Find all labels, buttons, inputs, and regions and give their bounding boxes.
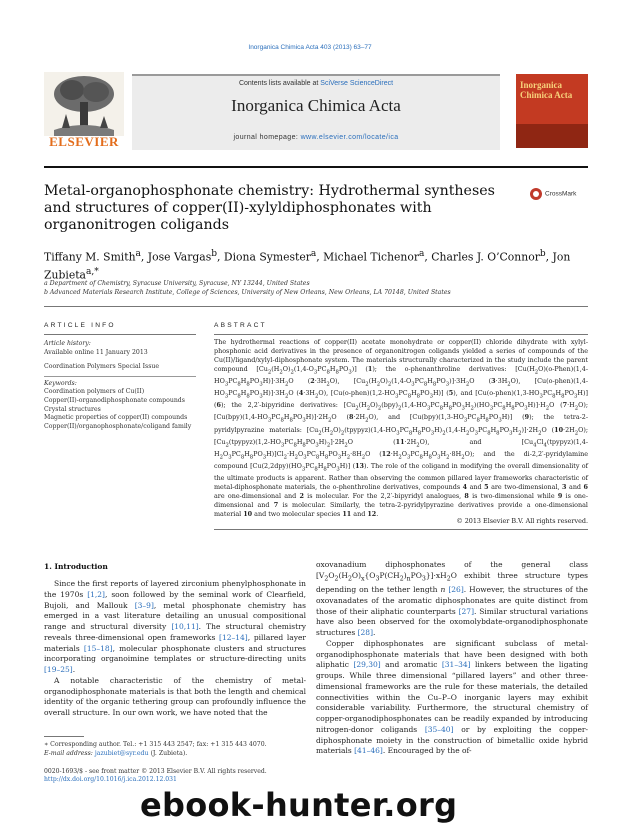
homepage-link[interactable]: www.elsevier.com/locate/ica (300, 134, 399, 141)
introduction-column-1: Since the first reports of layered zirconium phenylphosphonate in the 1970s [1,2], soon followed by the seminal work of Clearfield, Bujoli, and Mallouk [3–9], metal phosphonate chemistry has emerged in a vast literature detailing an unusual compositional range and structural diversity [10,11]. The structural chemistry reveals three-dimensional open frameworks [12–14], pillared layer materials [15–18], molecular phosphonate clusters and structures incorporating organoimine templates or structure-directing units [19–25]. A notable characteristic of the chemistry of metal-organodiphosphonate materials is that both the length and chemical identity of the organic tethering group can profoundly influence the overall structure. In our own work, we have noted that the (44, 579, 306, 717)
email-suffix: (J. Zubieta). (148, 749, 188, 757)
affiliation-a: a Department of Chemistry, Syracuse University, Syracuse, NY 13244, United States (44, 280, 310, 287)
sciencedirect-link[interactable]: SciVerse ScienceDirect (320, 80, 394, 87)
masthead-rule (44, 166, 588, 168)
crossmark-label: CrossMark (545, 190, 577, 198)
journal-title: Inorganica Chimica Acta (231, 96, 401, 115)
publication-meta (44, 768, 344, 784)
history-label: Article history: (44, 340, 91, 347)
affiliations (44, 279, 589, 297)
keyword-item: Crystal structures (44, 405, 101, 413)
abstract-rule (214, 334, 588, 335)
introduction-heading: 1. Introduction (44, 562, 108, 571)
corresponding-note: ∗ Corresponding author. Tel.: +1 315 443 2547; fax: +1 315 443 4070. (44, 741, 267, 748)
footnote-rule (44, 736, 84, 737)
watermark: ebook-hunter.org (140, 786, 458, 824)
crossmark-icon (530, 188, 542, 200)
keyword-item: Coordination polymers of Cu(II) (44, 388, 145, 396)
cover-strip (516, 124, 588, 148)
contents-prefix: Contents lists available at (238, 80, 321, 87)
keyword-item: Magnetic properties of copper(II) compounds (44, 414, 188, 422)
article-title: Metal-organophosphonate chemistry: Hydrothermal syntheses and structures of copper(II)-xylyldiphosphonates with organonitrogen coligands (44, 183, 495, 233)
cover-title: Inorganica Chimica Acta (520, 80, 573, 100)
header-divider (44, 306, 588, 307)
crossmark-badge[interactable] (530, 188, 590, 202)
author-list: Tiffany M. Smith$^a$, Jose Vargas$^b$, Diona Symester$^a$, Michael Tichenor$^a$, Charles J. O’Connor$^b$, Jon Zubieta$^{a,*}$ (44, 249, 571, 282)
masthead (44, 72, 588, 162)
keywords-label: Keywords: (44, 379, 77, 387)
elsevier-logo (44, 72, 124, 148)
keyword-item: Copper(II)/organophosphonate/coligand family (44, 422, 192, 430)
journal-cover-image (516, 74, 588, 148)
elsevier-tree-icon (44, 72, 124, 136)
copyright: © 2013 Elsevier B.V. All rights reserved. (456, 517, 588, 525)
abstract-heading: ABSTRACT (214, 322, 267, 329)
special-issue: Coordination Polymers Special Issue (44, 363, 160, 371)
journal-citation[interactable]: Inorganica Chimica Acta 403 (2013) 63–77 (248, 44, 372, 51)
journal-homepage (132, 134, 500, 141)
article-info-panel (44, 340, 196, 431)
doi-link[interactable]: http://dx.doi.org/10.1016/j.ica.2012.12.031 (44, 776, 177, 783)
corresponding-author-footnote (44, 736, 306, 758)
info-divider (44, 376, 196, 377)
email-line (44, 750, 306, 759)
abstract-end-rule (214, 529, 588, 530)
history-value: Available online 11 January 2013 (44, 348, 148, 356)
introduction-column-2: oxovanadium diphosphonates of the general class $[V_2O_2(H_2O)_x\{O_3P(CH_2)_nPO_3\}]\cdot xH_2O$ exhibit three structure types depending on the tether length n [26]. However, the structures of the oxovanadates of the aromatic diphosphonates are quite distinct from those of their aliphatic counterparts [27]. Similar structural variations have also been observed for the oxomolybdate-organodiphosphonate structures [28]. Copper diphosphonates are significant subclass of metal-organodiphosphonate materials that have been designed with both aliphatic [29,30] and aromatic [31–34] linkers between the ligating groups. While three dimensional “pillared layers” and other three-dimensional frameworks are the rule for these materials, the detailed connectivities within the Cu–P–O inorganic layers may exhibit considerable variability. Furthermore, the structural chemistry of copper-organodiphosphonates can be readily expanded by introducing nitrogen-donor coligands [35–40] or by exploiting the copper-diphosphonate moiety in the construction of bimetallic oxide hybrid materials [41–46]. Encouraged by the of- (316, 560, 589, 756)
abstract-text: The hydrothermal reactions of copper(II) acetate monohydrate or copper(II) chloride dihydrate with xylyl-phosphonic acid derivatives in the presence of organonitrogen coligands yielded a series of compounds of the Cu(II)/ligand/xylyl-diphosphonate system. The materials structurally characterized in the study include the parent compound $[Cu_2(H_2O)_2(1,4-O_3PC_8H_8PO_3)]$ (1); the o-phenanthroline derivatives: $[Cu(H_2O)(o-Phen)(1,4-HO_3PC_8H_8PO_3H)]\cdot 3H_2O$ $(2\cdot 3H_2O)$, $[Cu_2(H_2O)_2(1,4-O_3PC_8H_8PO_3)]\cdot 3H_2O$ $(3\cdot 3H_2O)$, $[Cu(o-phen)(1,4-HO_3PC_8H_8PO_3H)]\cdot 3H_2O$ $(4\cdot 3H_2O)$, $[Cu(o-phen)(1,2-HO_3PC_8H_8PO_3H)]$ (5), and $[Cu(o-phen)(1,3-HO_3PC_8H_8PO_3H)]$ (6); the 2,2′-bipyridine derivatives: $[Cu_2(H_2O)_2(bpy)_2(1,4-HO_3PC_8H_8PO_3H_2)(HO_3PC_8H_8PO_3H)]\cdot H_2O$ $(7\cdot H_2O)$; $[Cu(bpy)(1,4-HO_3PC_8H_8PO_3H)]\cdot 2H_2O$ $(8\cdot 2H_2O)$, and $[Cu(bpy)(1,3-HO_3PC_8H_8PO_3H)]$ (9); the tetra-2-pyridylpyrazine materials: $[Cu_2(H_2O)_2(tpypyz)(1,4-HO_3PC_8H_8PO_3H)_2(1,4-H_2O_3PC_8H_8PO_3H_2)]\cdot 2H_2O$ $(10\cdot 2H_2O)$; $[Cu_2(tpypyz)(1,2-HO_3PC_8H_8PO_3H)_2]\cdot 2H_2O$ $(11\cdot 2H_2O)$, and $[Cu_4Cl_4(tpypyz)(1,4-H_2O_3PC_8H_8PO_3H)]Cl_2\cdot H_2O_3PC_8H_8PO_3H_2\cdot 8H_2O$ $(12\cdot H_2O_3PC_8H_8O_3H_2\cdot 8H_2O)$; and the di-2,2′-pyridylamine compound $[Cu(2,2dpy)(HO_3PC_8H_8PO_3H)]$ (13). The role of the coligand in modifying the overall dimensionality of the ultimate products is apparent. Rather than observing the common pillared layer frameworks characteristic of metal-diphosphonate materials, the o-phenthroline derivatives, compounds 4 and 5 are two-dimensional, 3 and 6 are one-dimensional and 2 is molecular. For the 2,2′-bipyridyl analogues, 8 is two-dimensional while 9 is one-dimensional and 7 is molecular. Similarly, the tetra-2-pyridylpyrazine derivatives provide a one-dimensional material 10 and two molecular species 11 and 12. (214, 338, 589, 519)
publisher-wordmark: ELSEVIER (49, 134, 119, 149)
article-info-rule (44, 334, 196, 335)
article-info-heading: ARTICLE INFO (44, 322, 116, 329)
homepage-prefix: journal homepage: (233, 134, 301, 141)
keywords-list (44, 388, 196, 431)
issn-line: 0020-1693/$ - see front matter © 2013 Elsevier B.V. All rights reserved. (44, 768, 267, 775)
keyword-item: Copper(II)-organodiphosphonate compounds (44, 396, 185, 404)
affiliation-b: b Advanced Materials Research Institute, College of Sciences, University of New Orleans, New Orleans, LA 70148, United States (44, 289, 451, 296)
journal-banner (132, 74, 500, 150)
email-link[interactable]: jazubiet@syr.edu (94, 749, 149, 757)
email-label: E-mail address: (44, 749, 95, 757)
contents-line (132, 80, 500, 87)
